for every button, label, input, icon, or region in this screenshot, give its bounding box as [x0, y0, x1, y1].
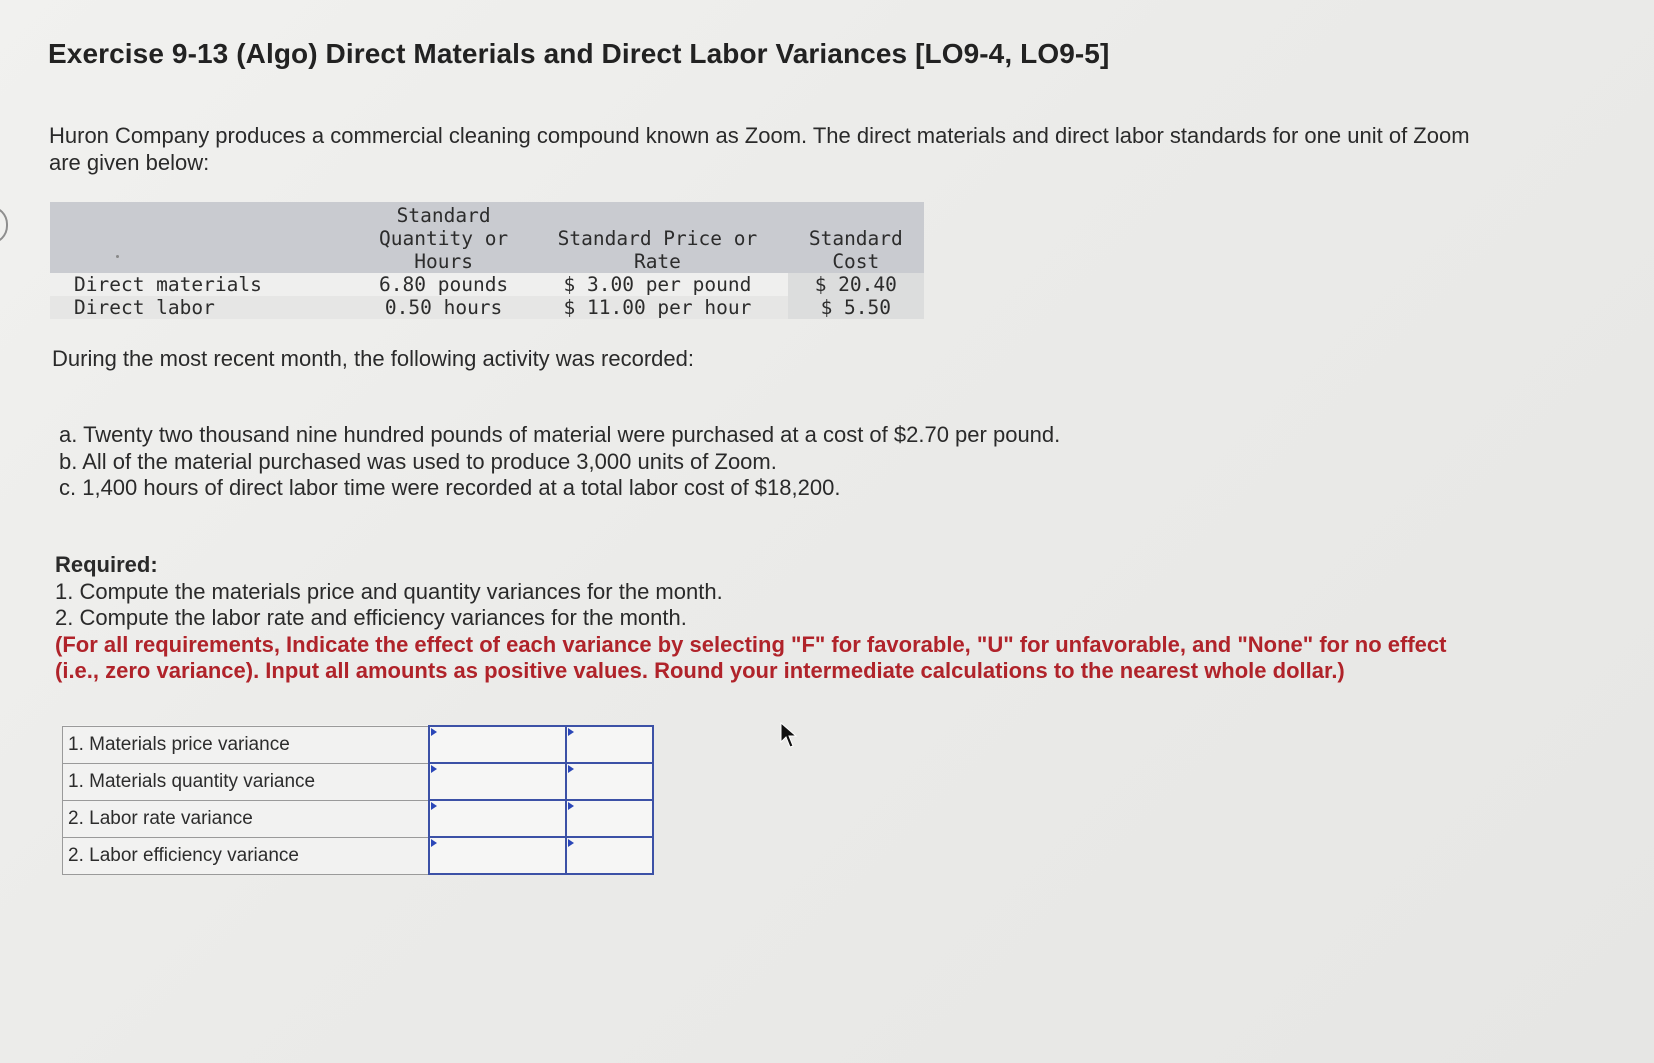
- row-quantity: 6.80 pounds: [360, 273, 527, 296]
- row-price: $ 3.00 per pound: [527, 273, 787, 296]
- table-row-direct-labor: [50, 296, 924, 319]
- answer-row-labor-rate: [63, 800, 654, 837]
- intro-paragraph: Huron Company produces a commercial cleaning compound known as Zoom. The direct materials and direct labor standards for one unit of Zoom are given below:: [49, 123, 1470, 175]
- header-price: Standard Price or Rate: [527, 202, 787, 273]
- answer-row-materials-quantity: [63, 763, 654, 800]
- materials-price-amount-input[interactable]: [429, 726, 566, 763]
- materials-quantity-effect-select[interactable]: [566, 763, 653, 800]
- required-section: [55, 552, 1475, 685]
- answer-row-labor-efficiency: [63, 837, 654, 874]
- materials-price-effect-select[interactable]: [566, 726, 653, 763]
- row-cost: $ 5.50: [788, 296, 924, 319]
- mouse-pointer-icon: [780, 722, 798, 750]
- required-heading: Required:: [55, 552, 158, 577]
- input-marker-icon: [568, 839, 574, 847]
- side-edge-mark: [0, 206, 8, 244]
- table-row-direct-materials: [50, 273, 924, 296]
- header-quantity: Standard Quantity or Hours: [360, 202, 527, 273]
- required-item-1: 1. Compute the materials price and quantity variances for the month.: [55, 578, 723, 604]
- standards-header-row: [50, 202, 924, 273]
- labor-rate-effect-select[interactable]: [566, 800, 653, 837]
- row-label: Direct materials: [50, 273, 360, 296]
- row-cost: $ 20.40: [788, 273, 924, 296]
- labor-efficiency-effect-select[interactable]: [566, 837, 653, 874]
- standards-table: [50, 202, 924, 319]
- answer-row-label: 2. Labor efficiency variance: [63, 837, 430, 874]
- answer-grid: [62, 725, 654, 875]
- activity-item-a: a. Twenty two thousand nine hundred pounds of material were purchased at a cost of $2.70 per pound.: [59, 422, 1061, 447]
- answer-row-label: 2. Labor rate variance: [63, 800, 430, 837]
- input-marker-icon: [568, 765, 574, 773]
- labor-efficiency-amount-input[interactable]: [429, 837, 566, 874]
- input-marker-icon: [431, 765, 437, 773]
- header-cost: Standard Cost: [788, 202, 924, 273]
- row-label: Direct labor: [50, 296, 360, 319]
- input-marker-icon: [568, 802, 574, 810]
- activity-item-c: c. 1,400 hours of direct labor time were recorded at a total labor cost of $18,200.: [59, 475, 841, 500]
- answer-row-label: 1. Materials price variance: [63, 726, 430, 763]
- answer-row-materials-price: [63, 726, 654, 763]
- row-quantity: 0.50 hours: [360, 296, 527, 319]
- required-item-2: 2. Compute the labor rate and efficiency variances for the month.: [55, 605, 687, 630]
- input-marker-icon: [568, 728, 574, 736]
- input-marker-icon: [431, 802, 437, 810]
- labor-rate-amount-input[interactable]: [429, 800, 566, 837]
- input-marker-icon: [431, 839, 437, 847]
- answer-row-label: 1. Materials quantity variance: [63, 763, 430, 800]
- activity-item-b: b. All of the material purchased was used to produce 3,000 units of Zoom.: [59, 448, 777, 474]
- activity-intro: During the most recent month, the following activity was recorded:: [52, 346, 694, 371]
- exercise-title: Exercise 9-13 (Algo) Direct Materials and Direct Labor Variances [LO9-4, LO9-5]: [48, 38, 1110, 69]
- input-marker-icon: [431, 728, 437, 736]
- activity-list: [59, 422, 1060, 502]
- materials-quantity-amount-input[interactable]: [429, 763, 566, 800]
- standards-header-blank: [50, 202, 360, 273]
- row-price: $ 11.00 per hour: [527, 296, 787, 319]
- required-instructions-note: (For all requirements, Indicate the effect of each variance by selecting "F" for favorable, "U" for unfavorable, and "None" for no effect (i.e., zero variance). Input all amounts as positive values. Round your intermediate calculations to the nearest whole dollar.): [55, 631, 1447, 683]
